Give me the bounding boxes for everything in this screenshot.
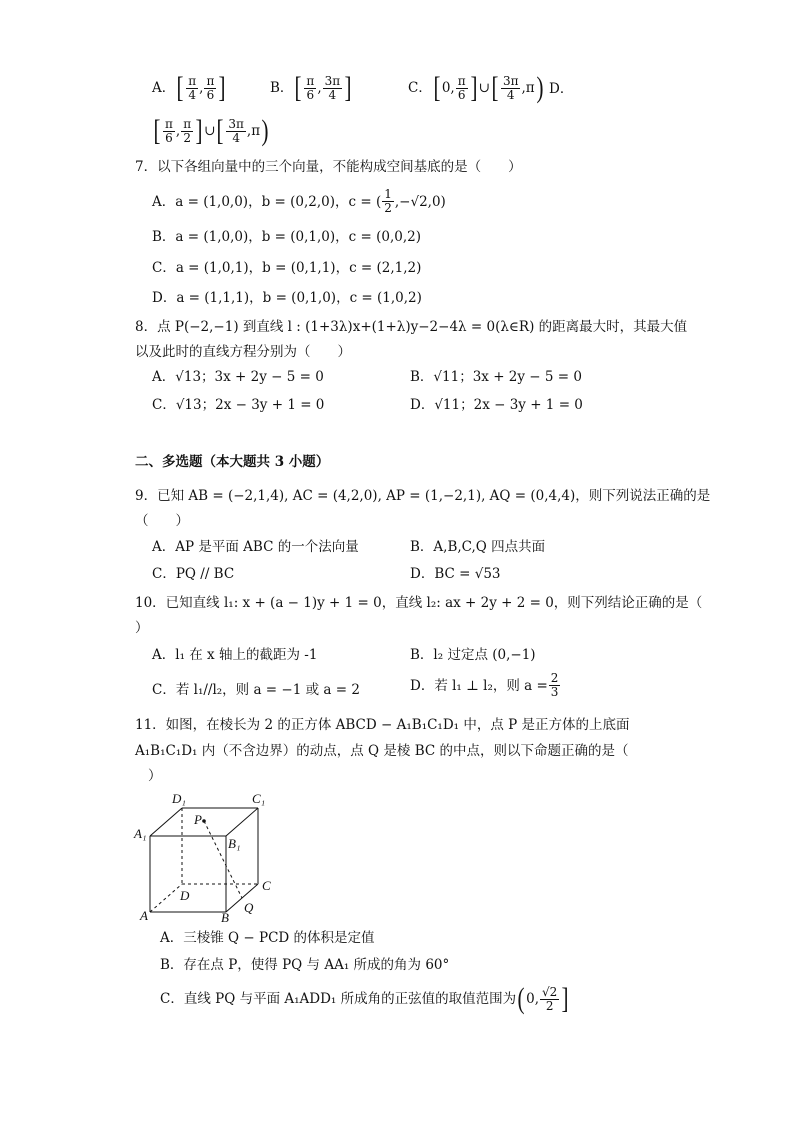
cube-figure [130, 788, 280, 924]
q8-stem-line1: 8．点 P(−2,−1) 到直线 l : (1+3λ)x+(1+λ)y−2−4λ = 0(λ∈R) 的距离最大时，其最大值 [135, 319, 688, 335]
label-a: A [140, 908, 148, 923]
separator: , [317, 80, 322, 96]
section-heading: 二、多选题（本大题共 3 小题） [135, 454, 330, 470]
option-text: A．a = (1,0,0)，b = (0,2,0)，c = ( [152, 193, 382, 210]
fraction [186, 75, 198, 102]
bracket-left: [ [491, 71, 499, 104]
edge-b1c1 [226, 808, 258, 836]
value: 0, [441, 80, 455, 96]
denominator: 4 [506, 87, 515, 102]
edge-ad-hidden [150, 884, 182, 912]
option-text-tail: ,−√2,0) [394, 193, 446, 210]
fraction [226, 118, 246, 145]
numerator: π [183, 116, 192, 131]
q10-option-d [410, 672, 561, 699]
separator: , [175, 123, 181, 139]
label-d1: D₁ [172, 791, 186, 806]
denominator: 4 [328, 87, 337, 102]
denominator: 6 [306, 87, 315, 102]
bracket-left: [ [153, 114, 161, 147]
q11-stem-line1: 11．如图，在棱长为 2 的正方体 ABCD − A₁B₁C₁D₁ 中，点 P 是正方体的上底面 [135, 717, 630, 733]
fraction [323, 75, 343, 102]
denominator: 2 [545, 998, 554, 1013]
bracket-right: ) [261, 114, 269, 147]
label-b1: B₁ [228, 836, 241, 851]
q9-option-c: C．PQ // BC [152, 566, 235, 582]
q7-option-a [152, 188, 446, 215]
bracket-left: [ [294, 71, 302, 104]
numerator: π [165, 116, 173, 131]
numerator: 3π [228, 116, 244, 131]
numerator: π [457, 73, 466, 88]
q7-option-b: B．a = (1,0,0)，b = (0,1,0)，c = (0,0,2) [152, 229, 422, 245]
q6-option-c [408, 73, 545, 103]
q9-stem-line2: （ ） [135, 513, 189, 529]
label-d: D [180, 888, 190, 903]
value: 0, [526, 991, 540, 1007]
bracket-right: ] [470, 71, 478, 104]
label-c1: C₁ [252, 791, 266, 806]
bracket-left: ( [517, 982, 525, 1015]
q7-option-d: D．a = (1,1,1)，b = (0,1,0)，c = (1,0,2) [152, 290, 422, 306]
bracket-left: [ [176, 71, 184, 104]
numerator: π [306, 73, 315, 88]
denominator: 4 [188, 87, 197, 102]
numerator: 2 [550, 671, 559, 685]
q11-option-c [160, 984, 570, 1014]
label-b: B [221, 910, 229, 924]
q8-stem-line2: 以及此时的直线方程分别为（ ） [135, 344, 351, 360]
edge-a1d1 [150, 808, 182, 836]
q6-option-d-label: D． [549, 81, 574, 97]
fraction [501, 75, 521, 102]
value: ,π [246, 123, 261, 139]
q6-option-a [152, 73, 227, 103]
fraction [304, 75, 316, 102]
label-c: C [262, 878, 271, 893]
q10-stem-line1: 10．已知直线 l₁: x + (a − 1)y + 1 = 0，直线 l₂: ax + 2y + 2 = 0，则下列结论正确的是（ [135, 595, 703, 611]
bracket-left: [ [216, 114, 224, 147]
q7-option-c: C．a = (1,0,1)，b = (0,1,1)，c = (2,1,2) [152, 260, 422, 276]
bracket-right: ] [195, 114, 203, 147]
denominator: 6 [457, 87, 466, 102]
q8-option-a: A．√13；3x + 2y − 5 = 0 [152, 369, 324, 385]
bracket-right: ] [218, 71, 226, 104]
q10-option-a: A．l₁ 在 x 轴上的截距为 -1 [152, 647, 318, 663]
q9-option-d: D．BC = √53 [410, 566, 501, 582]
denominator: 2 [384, 201, 392, 215]
numerator: 3π [502, 73, 519, 88]
union-symbol: ∪ [478, 80, 490, 96]
fraction [204, 75, 216, 102]
bracket-right: ] [344, 71, 352, 104]
q11-stem-line2: A₁B₁C₁D₁ 内（不含边界）的动点，点 Q 是棱 BC 的中点，则以下命题正确的是（ [135, 743, 629, 759]
bracket-right: ) [536, 71, 544, 104]
fraction [456, 75, 468, 102]
union-symbol: ∪ [204, 123, 216, 139]
denominator: 2 [183, 130, 191, 145]
separator: , [199, 80, 204, 96]
denominator: 6 [165, 130, 173, 145]
fraction [163, 118, 175, 145]
denominator: 4 [232, 130, 240, 145]
value: ,π [521, 80, 535, 96]
bracket-right: ] [561, 982, 569, 1015]
q6-option-d [152, 116, 270, 146]
q10-option-b: B．l₂ 过定点 (0,−1) [410, 647, 536, 663]
option-text: D．若 l₁ ⊥ l₂，则 a = [410, 677, 548, 694]
label-q: Q [244, 900, 254, 915]
q11-option-b: B．存在点 P，使得 PQ 与 AA₁ 所成的角为 60° [160, 957, 450, 973]
option-label: A． [152, 80, 176, 96]
option-label: B． [270, 80, 294, 96]
segment-pq [204, 821, 242, 898]
label-p: P [194, 812, 202, 827]
bracket-left: [ [433, 71, 441, 104]
q10-stem-line2: ） [135, 620, 149, 636]
q9-option-b: B．A,B,C,Q 四点共面 [410, 539, 546, 555]
q9-stem-line1: 9．已知 AB = (−2,1,4), AC = (4,2,0), AP = (1,−2,1), AQ = (0,4,4)，则下列说法正确的是 [135, 488, 711, 504]
numerator: π [206, 73, 215, 88]
fraction [382, 188, 394, 215]
fraction [549, 672, 561, 699]
q6-option-b [270, 73, 353, 103]
denominator: 3 [550, 685, 559, 699]
fraction [540, 986, 559, 1013]
numerator: 1 [384, 187, 392, 201]
denominator: 6 [206, 87, 215, 102]
point-p [202, 819, 206, 823]
numerator: 3π [324, 73, 341, 88]
q10-option-c: C．若 l₁//l₂，则 a = −1 或 a = 2 [152, 682, 360, 698]
option-label: C． [408, 80, 432, 96]
numerator: π [188, 73, 197, 88]
fraction [181, 118, 193, 145]
q11-stem-line3: ） [148, 768, 162, 784]
label-a1: A₁ [134, 826, 147, 841]
q9-option-a: A．AP 是平面 ABC 的一个法向量 [152, 539, 359, 555]
numerator: √2 [542, 984, 558, 999]
option-text: C．直线 PQ 与平面 A₁ADD₁ 所成角的正弦值的取值范围为 [160, 991, 517, 1007]
q8-option-d: D．√11；2x − 3y + 1 = 0 [410, 397, 583, 413]
q8-option-c: C．√13；2x − 3y + 1 = 0 [152, 397, 325, 413]
q8-option-b: B．√11；3x + 2y − 5 = 0 [410, 369, 582, 385]
q11-option-a: A．三棱锥 Q − PCD 的体积是定值 [160, 930, 375, 946]
q7-stem: 7．以下各组向量中的三个向量，不能构成空间基底的是（ ） [135, 159, 522, 175]
